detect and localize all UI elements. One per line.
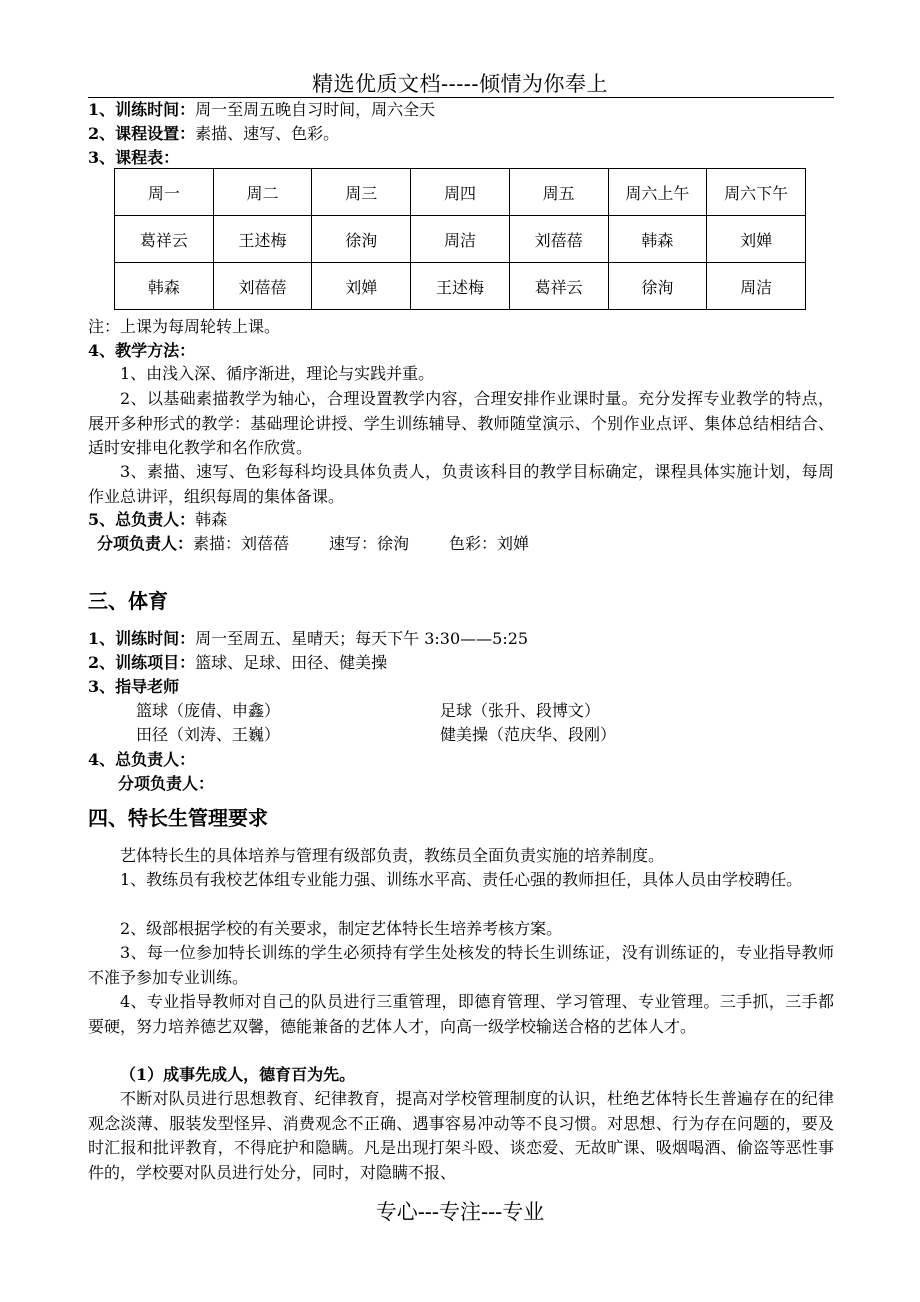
art-schedule-label (88, 147, 179, 169)
art-training-time-value: 周一至周五晚自习时间，周六全天 (195, 100, 436, 119)
schedule-header-cell: 周二 (213, 169, 312, 216)
art-sub-leads-label: 分项负责人： (97, 534, 194, 553)
method-3: 3、素描、速写、色彩每科均设具体负责人，负责该科目的教学目标确定，课程具体实施计划，每周作业总讲评，组织每周的集体备课。 (88, 462, 834, 506)
schedule-header-row (115, 169, 806, 216)
management-p5: 不断对队员进行思想教育、纪律教育，提高对学校管理制度的认识，杜绝艺体特长生普遍存在的纪律观念淡薄、服装发型怪异、消费观念不正确、遇事容易冲动等不良习惯。对思想、行为存在问题的，要及时汇报和批评教育，不得庇护和隐瞒。凡是出现打架斗殴、谈恋爱、无故旷课、吸烟喝酒、偷盗等恶性事件的，学校要对队员进行处分，同时，对隐瞒不报、 (88, 1089, 834, 1182)
management-p1: 1、教练员有我校艺体组专业能力强、训练水平高、责任心强的教师担任，具体人员由学校聘任。 (120, 870, 803, 889)
header-rule (88, 97, 834, 98)
art-schedule-label-text: 3、课程表： (88, 148, 180, 167)
schedule-cell: 葛祥云 (115, 216, 214, 263)
teaching-method-label (88, 340, 195, 362)
sports-training-time-label: 1、训练时间： (88, 629, 196, 648)
coach-basketball: 篮球（庞倩、申鑫） (136, 701, 281, 720)
schedule-cell: 王述梅 (213, 216, 312, 263)
schedule-cell: 周洁 (707, 263, 806, 310)
art-sub-quick: 速写：徐洵 (329, 534, 410, 553)
schedule-cell: 刘蓓蓓 (213, 263, 312, 310)
art-chief-value: 韩森 (195, 510, 228, 529)
management-heading: 四、特长生管理要求 (88, 806, 268, 830)
art-course-setup-label: 2、课程设置： (88, 124, 196, 143)
teaching-method-label-text: 4、教学方法： (88, 341, 196, 360)
art-chief-label: 5、总负责人： (88, 510, 196, 529)
art-course-setup-value: 素描、速写、色彩。 (195, 124, 340, 143)
schedule-header-cell: 周一 (115, 169, 214, 216)
sports-items-label: 2、训练项目： (88, 653, 196, 672)
sports-training-time-value: 周一至周五、星晴天；每天下午 3:30——5:25 (195, 629, 529, 648)
sports-items-value: 篮球、足球、田径、健美操 (195, 653, 388, 672)
method-2: 2、以基础素描教学为轴心，合理设置教学内容，合理安排作业课时量。充分发挥专业教学的特点，展开多种形式的教学：基础理论讲授、学生训练辅导、教师随堂演示、个别作业点评、集体总结相结合、适时安排电化教学和名作欣赏。 (88, 389, 834, 457)
schedule-cell: 刘婵 (707, 216, 806, 263)
schedule-cell: 刘婵 (312, 263, 411, 310)
schedule-cell: 周洁 (411, 216, 510, 263)
page-header: 精选优质文档-----倾情为你奉上 (312, 72, 608, 96)
art-training-time (88, 99, 435, 121)
schedule-header-cell: 周三 (312, 169, 411, 216)
page-footer: 专心---专注---专业 (375, 1200, 545, 1224)
schedule-note: 注：上课为每周轮转上课。 (88, 317, 281, 336)
coach-football: 足球（张升、段博文） (440, 701, 601, 720)
coach-track: 田径（刘涛、王巍） (136, 725, 281, 744)
art-training-time-label: 1、训练时间： (88, 100, 196, 119)
coach-aerobics: 健美操（范庆华、段刚） (440, 725, 617, 744)
sports-chief-label: 4、总负责人： (88, 750, 196, 769)
schedule-header-cell: 周六上午 (608, 169, 707, 216)
schedule-header-cell: 周六下午 (707, 169, 806, 216)
sports-sub-leads (118, 773, 214, 795)
sports-coaches-label (88, 676, 179, 698)
schedule-cell: 王述梅 (411, 263, 510, 310)
art-sub-leads (97, 533, 529, 555)
sports-chief (88, 749, 195, 771)
schedule-row (115, 263, 806, 310)
management-p4: 4、专业指导教师对自己的队员进行三重管理，即德育管理、学习管理、专业管理。三手抓，三手都要硬，努力培养德艺双馨，德能兼备的艺体人才，向高一级学校输送合格的艺体人才。 (88, 992, 834, 1036)
sports-coaches-label-text: 3、指导老师 (88, 677, 180, 696)
sports-heading: 三、体育 (88, 589, 168, 613)
schedule-cell: 徐洵 (312, 216, 411, 263)
schedule-cell: 葛祥云 (509, 263, 608, 310)
schedule-table (114, 168, 806, 310)
sports-training-time (88, 628, 528, 650)
management-sub1: （1）成事先成人，德育百为先。 (120, 1065, 356, 1084)
art-sub-sketch: 素描：刘蓓蓓 (193, 534, 290, 553)
art-course-setup (88, 123, 339, 145)
schedule-cell: 韩森 (115, 263, 214, 310)
sports-sub-leads-label: 分项负责人： (118, 774, 215, 793)
schedule-header-cell: 周四 (411, 169, 510, 216)
schedule-cell: 刘蓓蓓 (509, 216, 608, 263)
management-p2: 2、级部根据学校的有关要求，制定艺体特长生培养考核方案。 (120, 919, 563, 938)
schedule-row (115, 216, 806, 263)
schedule-header-cell: 周五 (509, 169, 608, 216)
schedule-cell: 徐洵 (608, 263, 707, 310)
art-chief (88, 509, 227, 531)
management-p3: 3、每一位参加特长训练的学生必须持有学生处核发的特长生训练证，没有训练证的，专业指导教师不准予参加专业训练。 (88, 943, 834, 987)
art-sub-color: 色彩：刘婵 (449, 534, 530, 553)
sports-items (88, 652, 387, 674)
schedule-cell: 韩森 (608, 216, 707, 263)
method-1: 1、由浅入深、循序渐进，理论与实践并重。 (120, 364, 435, 383)
management-intro: 艺体特长生的具体培养与管理有级部负责，教练员全面负责实施的培养制度。 (120, 846, 665, 865)
